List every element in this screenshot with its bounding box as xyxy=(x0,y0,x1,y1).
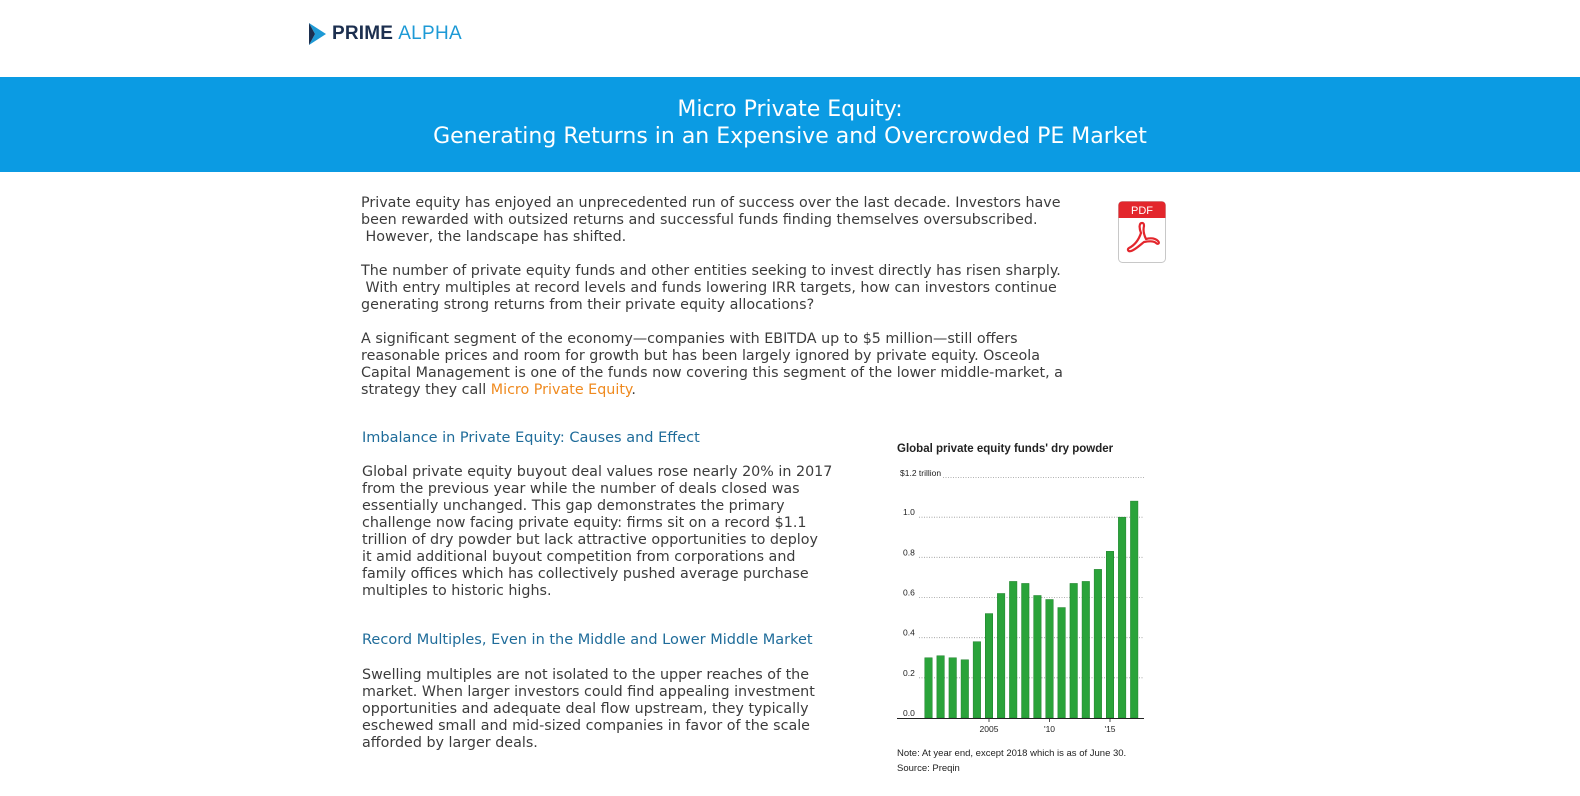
text-line: challenge now facing private equity: firms sit on a record $1.1 xyxy=(362,515,807,531)
text-line: market. When larger investors could find appealing investment xyxy=(362,684,815,700)
bar-2001 xyxy=(937,656,945,718)
intro-paragraph-1 xyxy=(361,195,1061,246)
text-line: Private equity has enjoyed an unprecedented run of success over the last decade. Investors have xyxy=(361,195,1061,211)
intro-paragraph-2 xyxy=(361,263,1061,314)
text-line: eschewed small and mid-sized companies in favor of the scale xyxy=(362,718,810,734)
text-line: afforded by larger deals. xyxy=(362,735,538,751)
bar-2004 xyxy=(973,642,981,718)
text-line: from the previous year while the number of deals closed was xyxy=(362,481,800,497)
y-tick-label: 0.6 xyxy=(903,587,915,598)
bar-2010 xyxy=(1046,600,1054,718)
bar-2007 xyxy=(1009,581,1017,718)
page-title-line-2: Generating Returns in an Expensive and Overcrowded PE Market xyxy=(433,124,1147,149)
text-line: essentially unchanged. This gap demonstrates the primary xyxy=(362,498,785,514)
bar-2016 xyxy=(1118,517,1126,718)
bar-2008 xyxy=(1022,583,1030,718)
text-line: family offices which has collectively pushed average purchase xyxy=(362,566,809,582)
text-line: reasonable prices and room for growth but has been largely ignored by private equity. Osceola xyxy=(361,348,1041,364)
prime-alpha-logo[interactable] xyxy=(307,21,462,47)
section-2-body xyxy=(362,667,815,752)
y-tick-label: 0.4 xyxy=(903,627,915,638)
bar-2013 xyxy=(1082,581,1090,718)
text-line: opportunities and adequate deal flow upstream, they typically xyxy=(362,701,809,717)
bar-2009 xyxy=(1034,595,1042,718)
text-line: A significant segment of the economy—companies with EBITDA up to $5 million—still offers xyxy=(361,331,1018,347)
text-line: With entry multiples at record levels and funds lowering IRR targets, how can investors continue xyxy=(361,280,1057,296)
top-header xyxy=(0,0,1580,77)
page-title-line-1: Micro Private Equity: xyxy=(677,97,903,122)
text-line: trillion of dry powder but lack attractive opportunities to deploy xyxy=(362,532,818,548)
text-line: multiples to historic highs. xyxy=(362,583,552,599)
y-tick-label: 0.0 xyxy=(903,708,915,718)
intro-paragraph-3 xyxy=(361,331,1063,399)
prime-alpha-logo-icon xyxy=(307,22,327,46)
micro-private-equity-link[interactable]: Micro Private Equity xyxy=(490,382,632,398)
bar-2003 xyxy=(961,660,969,718)
text-line: it amid additional buyout competition from corporations and xyxy=(362,549,796,565)
bar-2005 xyxy=(985,614,993,718)
bar-2006 xyxy=(997,593,1005,718)
text-line: Global private equity buyout deal values rose nearly 20% in 2017 xyxy=(362,464,833,480)
title-banner xyxy=(0,77,1580,172)
text-fragment: strategy they call xyxy=(361,382,491,398)
bar-2000 xyxy=(925,658,933,718)
bar-2015 xyxy=(1106,551,1114,718)
section-heading-record-multiples: Record Multiples, Even in the Middle and Lower Middle Market xyxy=(362,632,813,648)
logo-text-prime: PRIME xyxy=(332,23,394,44)
text-line: Swelling multiples are not isolated to the upper reaches of the xyxy=(362,667,810,683)
bar-2014 xyxy=(1094,569,1102,718)
text-line: been rewarded with outsized returns and successful funds finding themselves oversubscribed. xyxy=(361,212,1038,228)
y-unit-label: $1.2 trillion xyxy=(900,468,942,478)
bar-2012 xyxy=(1070,583,1078,718)
x-tick-label: '15 xyxy=(1104,724,1116,734)
y-tick-label: 1.0 xyxy=(903,507,915,518)
chart-note-line: Note: At year end, except 2018 which is as of June 30. xyxy=(897,748,1127,759)
bar-2002 xyxy=(949,658,957,718)
dry-powder-bar-chart xyxy=(895,466,1150,741)
chart-notes xyxy=(897,746,1126,776)
pdf-label: PDF xyxy=(1131,205,1153,217)
section-1-body xyxy=(362,464,832,600)
x-tick-label: '10 xyxy=(1043,724,1056,734)
pdf-download-icon[interactable] xyxy=(1118,201,1166,263)
text-line xyxy=(361,382,1063,399)
text-line: However, the landscape has shifted. xyxy=(361,229,627,245)
text-line: The number of private equity funds and other entities seeking to invest directly has risen sharply. xyxy=(361,263,1061,279)
text-line: generating strong returns from their private equity allocations? xyxy=(361,297,815,313)
text-line: Capital Management is one of the funds now covering this segment of the lower middle-market, a xyxy=(361,365,1063,381)
section-heading-imbalance: Imbalance in Private Equity: Causes and Effect xyxy=(362,430,700,446)
text-fragment: . xyxy=(631,382,636,398)
chart-source-line: Source: Preqin xyxy=(897,763,960,774)
x-tick-label: 2005 xyxy=(979,724,999,734)
y-tick-label: 0.2 xyxy=(903,667,915,678)
chart-title: Global private equity funds' dry powder xyxy=(897,443,1114,455)
y-tick-label: 0.8 xyxy=(903,547,915,558)
logo-text-alpha: ALPHA xyxy=(398,23,462,44)
bar-2011 xyxy=(1058,608,1066,718)
bar-2017 xyxy=(1130,501,1138,718)
